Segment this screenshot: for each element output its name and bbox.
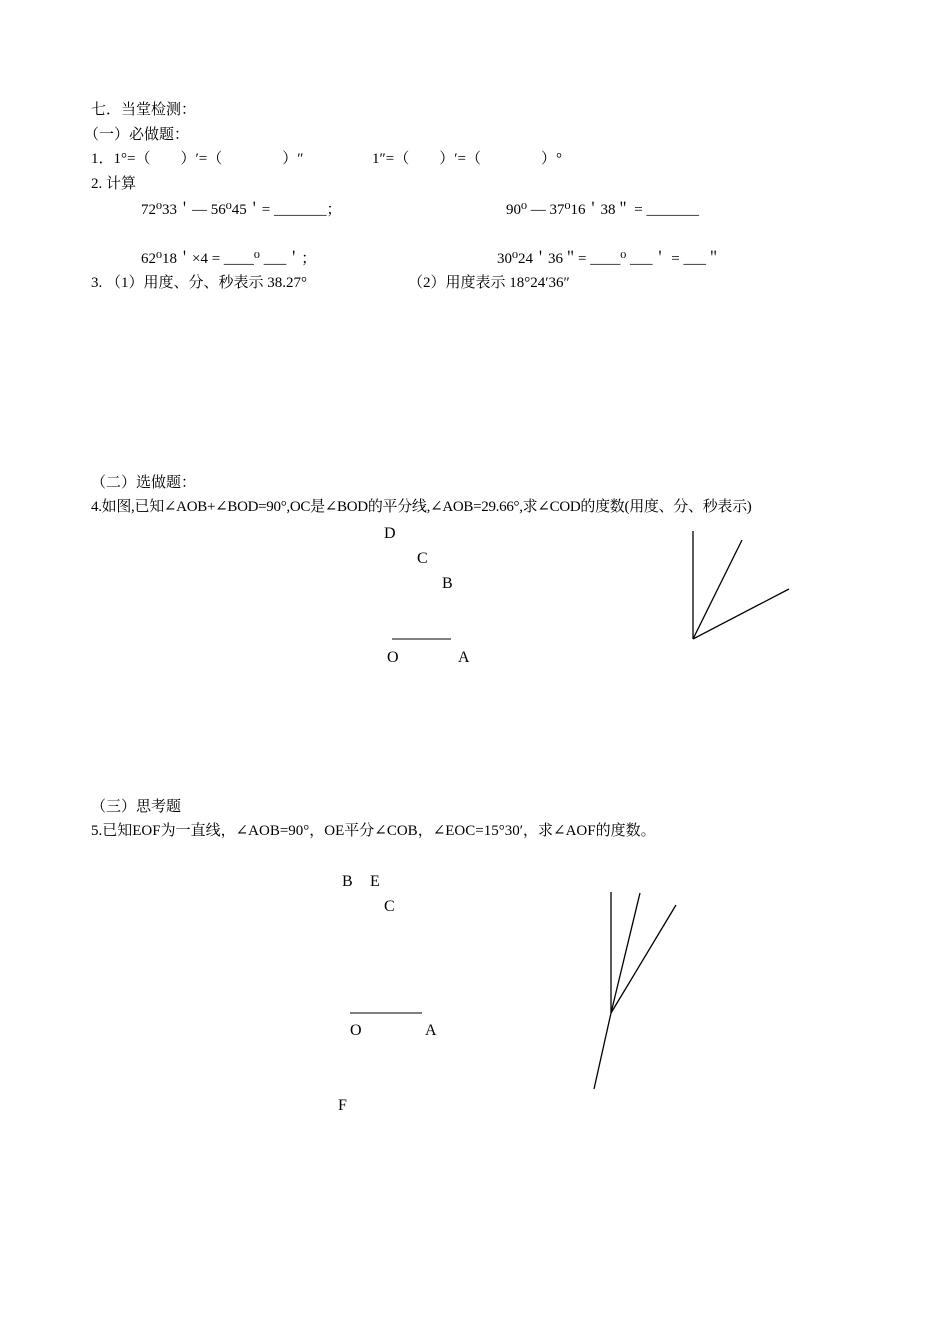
fig2-label-B: B: [342, 873, 353, 890]
question-1-left: 1．1°=（ ）′=（ ）″: [91, 151, 304, 167]
question-2-label: 2. 计算: [91, 176, 137, 192]
fig1-label-B: B: [442, 575, 453, 592]
question-1-right: 1″=（ ）′=（ ）°: [372, 151, 562, 167]
fig1-label-C: C: [417, 550, 428, 567]
fig2-ray-right: [611, 905, 676, 1013]
question-3b: （2）用度表示 18°24′36″: [408, 275, 570, 291]
fig2-label-E: E: [370, 873, 380, 890]
fig1-ray-middle: [693, 540, 742, 639]
fig1-label-A: A: [458, 649, 470, 666]
section-title: 七．当堂检测：: [91, 102, 197, 118]
part2-heading: （二）选做题：: [91, 475, 197, 491]
question-4: 4.如图,已知∠AOB+∠BOD=90°,OC是∠BOD的平分线,∠AOB=29.66°,求∠COD的度数(用度、分、秒表示): [91, 499, 752, 515]
part3-heading: （三）思考题: [91, 799, 182, 815]
question-3a: 3. （1）用度、分、秒表示 38.27°: [91, 275, 307, 291]
question-2c: 62⁰18＇×4 = ____⁰ ___＇；: [141, 251, 317, 267]
question-2a: 72⁰33＇— 56⁰45＇= _______；: [141, 202, 342, 218]
question-2b: 90⁰ — 37⁰16＇38＂ = _______: [506, 202, 699, 218]
fig2-label-O: O: [350, 1022, 362, 1039]
fig2-ray-down: [594, 1013, 611, 1089]
question-5: 5.已知EOF为一直线，∠AOB=90°，OE平分∠COB，∠EOC=15°30′，求∠AOF的度数。: [91, 823, 656, 839]
fig2-label-F: F: [338, 1097, 347, 1114]
fig2-label-C: C: [384, 898, 395, 915]
fig2-ray-middle: [611, 893, 640, 1013]
question-2d: 30⁰24＇36＂= ____⁰ ___＇ = ___＂: [497, 251, 721, 267]
fig1-ray-low: [693, 589, 789, 639]
fig2-label-A: A: [425, 1022, 437, 1039]
fig1-label-D: D: [384, 525, 396, 542]
fig1-label-O: O: [387, 649, 399, 666]
part1-heading: （一）必做题：: [84, 127, 190, 143]
